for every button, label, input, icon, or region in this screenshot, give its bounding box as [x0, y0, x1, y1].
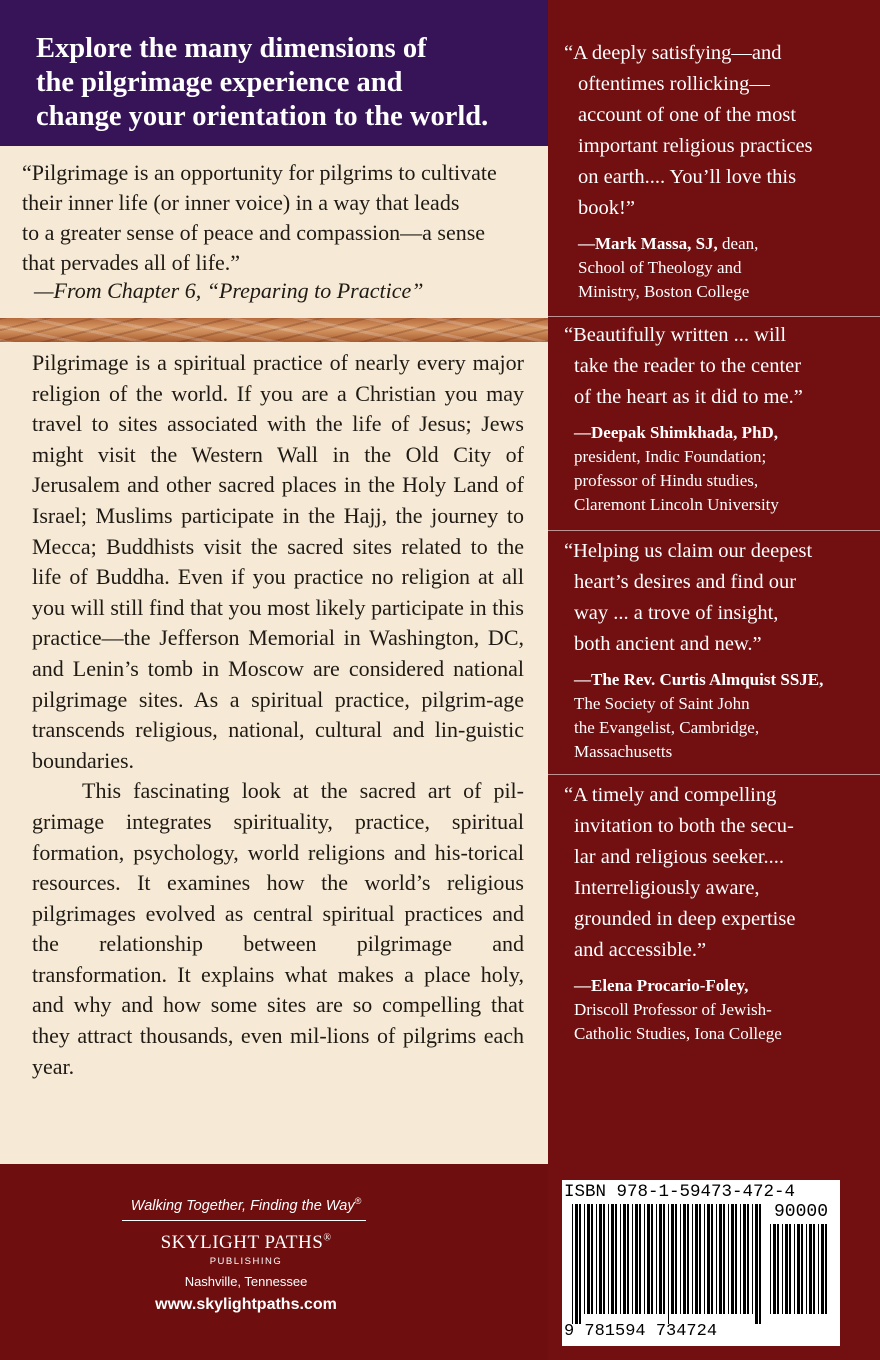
epigraph-line: that pervades all of life.”: [22, 250, 241, 275]
barcode-bar: [603, 1204, 605, 1314]
endorsement-attribution: [564, 668, 864, 764]
quote-line: “A deeply satisfying—and: [564, 42, 782, 64]
barcode-bar: [825, 1224, 827, 1314]
barcode-bar: [716, 1204, 717, 1314]
epigraph-source: —From Chapter 6, “Preparing to Practice”: [34, 278, 424, 303]
barcode-bar: [644, 1204, 645, 1314]
addon-barcode-bars: [770, 1224, 832, 1324]
barcode-bar: [687, 1204, 689, 1314]
barcode-bar: [599, 1204, 602, 1314]
barcode-bar: [671, 1204, 674, 1314]
barcode-bar: [789, 1224, 791, 1314]
endorsement-divider: [548, 530, 880, 531]
barcode-bar: [711, 1204, 713, 1314]
endorsement-quote: [564, 780, 864, 966]
endorser-affiliation: dean,: [717, 234, 759, 253]
headline-line: Explore the many dimensions of: [36, 33, 427, 64]
barcode-bar: [680, 1204, 681, 1314]
barcode-bar: [579, 1204, 581, 1324]
endorsement-1: [564, 38, 864, 304]
barcode-bar: [591, 1204, 593, 1314]
barcode-bar: [743, 1204, 746, 1314]
barcode-bar: [692, 1204, 693, 1314]
headline-line: the pilgrimage experience and: [36, 67, 403, 98]
endorser-affiliation: Driscoll Professor of Jewish-: [574, 1000, 772, 1019]
endorsement-attribution: [564, 974, 864, 1046]
barcode-bar: [806, 1224, 807, 1314]
endorser-affiliation: The Society of Saint John: [574, 694, 750, 713]
barcode-bar: [719, 1204, 722, 1314]
headline-line: change your orientation to the world.: [36, 101, 489, 132]
barcode-bar: [663, 1204, 665, 1314]
publisher-url[interactable]: www.skylightpaths.com: [155, 1296, 337, 1313]
quote-line: grounded in deep expertise: [574, 908, 796, 930]
barcode-bar: [782, 1224, 783, 1314]
epigraph-line: their inner life (or inner voice) in a way that leads: [22, 190, 460, 215]
barcode-bar: [747, 1204, 749, 1314]
description-paragraph-1: Pilgrimage is a spiritual practice of nearly every major religion of the world. If you are a Christian you may travel to sites associated with the life of Jesus; Jews might visit the Western Wall in the Old City of Jerusalem and other sacred places in the Holy Land of Israel; Muslims participate in the Hajj, the journey to Mecca; Buddhists visit the sacred sites related to the life of Buddha. Even if you practice no religion at all you will still find that you most likely participate in this practice—the Jefferson Memorial in Washington, DC, and Lenin’s tomb in Moscow are considered national pilgrimage sites. As a spiritual practice, pilgrim-age transcends religious, national, cultural and lin-guistic boundaries.: [32, 350, 524, 773]
barcode-bar: [584, 1204, 585, 1314]
epigraph-panel: [0, 146, 548, 318]
quote-line: lar and religious seeker....: [574, 846, 785, 868]
publisher-subtitle: PUBLISHING: [209, 1256, 283, 1267]
endorsement-divider: [548, 774, 880, 775]
epigraph-quote: [22, 158, 534, 278]
barcode-bar: [656, 1204, 657, 1314]
endorser-name: —Mark Massa, SJ,: [578, 234, 718, 253]
quote-line: take the reader to the center: [574, 355, 802, 377]
barcode-bar: [773, 1224, 776, 1314]
endorsement-quote: [564, 536, 864, 660]
barcode-digits: 9 781594 734724: [564, 1322, 718, 1341]
endorsement-3: [564, 536, 864, 764]
quote-line: account of one of the most: [578, 104, 797, 126]
barcode-bar: [668, 1204, 669, 1324]
endorsement-attribution: [564, 232, 864, 304]
endorser-affiliation: Catholic Studies, Iona College: [574, 1024, 782, 1043]
barcode-bar: [704, 1204, 705, 1314]
barcode-bar: [575, 1204, 578, 1324]
barcode-bar: [809, 1224, 812, 1314]
tagline-divider: [122, 1220, 366, 1221]
barcode-bar: [587, 1204, 590, 1314]
isbn-label: ISBN 978-1-59473-472-4: [564, 1182, 796, 1202]
headline: [36, 32, 536, 134]
quote-line: “Helping us claim our deepest: [564, 540, 813, 562]
epigraph-line: to a greater sense of peace and compassion—a sense: [22, 220, 486, 245]
quote-line: Interreligiously aware,: [574, 877, 760, 899]
barcode-bar: [755, 1204, 758, 1324]
quote-line: of the heart as it did to me.”: [574, 386, 803, 408]
barcode-bar: [695, 1204, 698, 1314]
endorser-name: —The Rev. Curtis Almquist SSJE,: [574, 670, 824, 689]
endorser-affiliation: Massachusetts: [574, 742, 673, 761]
barcode-bar: [572, 1204, 573, 1324]
barcode-bar: [818, 1224, 819, 1314]
barcode-bar: [635, 1204, 638, 1314]
endorser-affiliation: Claremont Lincoln University: [574, 495, 779, 514]
quote-line: on earth.... You’ll love this: [578, 166, 797, 188]
endorser-name: —Deepak Shimkhada, PhD,: [574, 423, 779, 442]
headline-banner: [0, 0, 548, 146]
barcode-bar: [821, 1224, 824, 1314]
barcode-bar: [731, 1204, 734, 1314]
publisher-name-text: SKYLIGHT PATHS: [160, 1232, 324, 1253]
publisher-tagline: [126, 1196, 366, 1214]
registered-mark: ®: [354, 1196, 362, 1206]
quote-line: heart’s desires and find our: [574, 571, 797, 593]
endorsement-attribution: [564, 421, 864, 517]
publisher-block: [0, 1164, 548, 1360]
endorser-affiliation: the Evangelist, Cambridge,: [574, 718, 760, 737]
quote-line: and accessible.”: [574, 939, 707, 961]
description-paragraph-2: This fascinating look at the sacred art of pil-grimage integrates spirituality, practice, spiritual formation, psychology, world religions and his-torical resources. It examines how the world’s religious pilgrimages evolved as central spiritual practices and the relationship between pilgrimage and transformation. It explains what makes a place holy, and why and how some sites are so compelling that they attract thousands, even mil-lions of pilgrims each year.: [32, 778, 524, 1079]
isbn-barcode: [562, 1180, 840, 1346]
barcode-bar: [759, 1204, 761, 1324]
endorser-affiliation: professor of Hindu studies,: [574, 471, 759, 490]
barcode-bar: [632, 1204, 633, 1314]
endorsement-quote: [564, 38, 864, 224]
endorser-affiliation: School of Theology and: [578, 258, 742, 277]
barcode-bar: [611, 1204, 614, 1314]
quote-line: important religious practices: [578, 135, 813, 157]
barcode-bar: [735, 1204, 737, 1314]
registered-mark: ®: [323, 1232, 332, 1244]
barcode-bar: [813, 1224, 815, 1314]
barcode-bar: [777, 1224, 779, 1314]
endorser-affiliation: Ministry, Boston College: [578, 282, 750, 301]
barcode-bar: [627, 1204, 629, 1314]
barcode-bar: [647, 1204, 650, 1314]
barcode-bar: [659, 1204, 662, 1314]
barcode-bar: [608, 1204, 609, 1314]
barcode-bar: [797, 1224, 800, 1314]
barcode-bar: [699, 1204, 701, 1314]
barcode-bar: [728, 1204, 729, 1314]
barcode-bar: [770, 1224, 771, 1314]
barcode-bar: [639, 1204, 641, 1314]
description-panel: [0, 342, 548, 1164]
barcode-bar: [615, 1204, 617, 1314]
decorative-stone-strip: [0, 318, 548, 342]
endorser-name: —Elena Procario-Foley,: [574, 976, 749, 995]
barcode-bar: [651, 1204, 653, 1314]
barcode-bar: [801, 1224, 803, 1314]
quote-line: book!”: [578, 197, 635, 219]
barcode-bar: [675, 1204, 677, 1314]
barcode-bar: [620, 1204, 621, 1314]
barcode-bar: [683, 1204, 686, 1314]
tagline-text: Walking Together, Finding the Way: [130, 1197, 355, 1214]
quote-line: “A timely and compelling: [564, 784, 777, 806]
endorsement-divider: [548, 316, 880, 317]
publisher-name: [130, 1232, 362, 1254]
epigraph-line: “Pilgrimage is an opportunity for pilgrims to cultivate: [22, 160, 497, 185]
quote-line: way ... a trove of insight,: [574, 602, 779, 624]
barcode-bar: [740, 1204, 741, 1314]
publisher-city: Nashville, Tennessee: [184, 1274, 308, 1289]
endorsement-quote: [564, 320, 864, 413]
barcode-bar: [707, 1204, 710, 1314]
quote-line: invitation to both the secu-: [574, 815, 794, 837]
barcode-bar: [785, 1224, 788, 1314]
barcode-bar: [794, 1224, 795, 1314]
barcode-bar: [723, 1204, 725, 1314]
quote-line: oftentimes rollicking—: [578, 73, 770, 95]
endorsement-2: [564, 320, 864, 517]
quote-line: both ancient and new.”: [574, 633, 762, 655]
barcode-bar: [623, 1204, 626, 1314]
barcode-bar: [596, 1204, 597, 1314]
endorser-affiliation: president, Indic Foundation;: [574, 447, 767, 466]
barcode-bar: [752, 1204, 753, 1314]
price-addon: 90000: [773, 1202, 828, 1222]
description-text: [32, 348, 524, 1082]
endorsement-4: [564, 780, 864, 1046]
quote-line: “Beautifully written ... will: [564, 324, 787, 346]
barcode-bars: [572, 1204, 762, 1324]
